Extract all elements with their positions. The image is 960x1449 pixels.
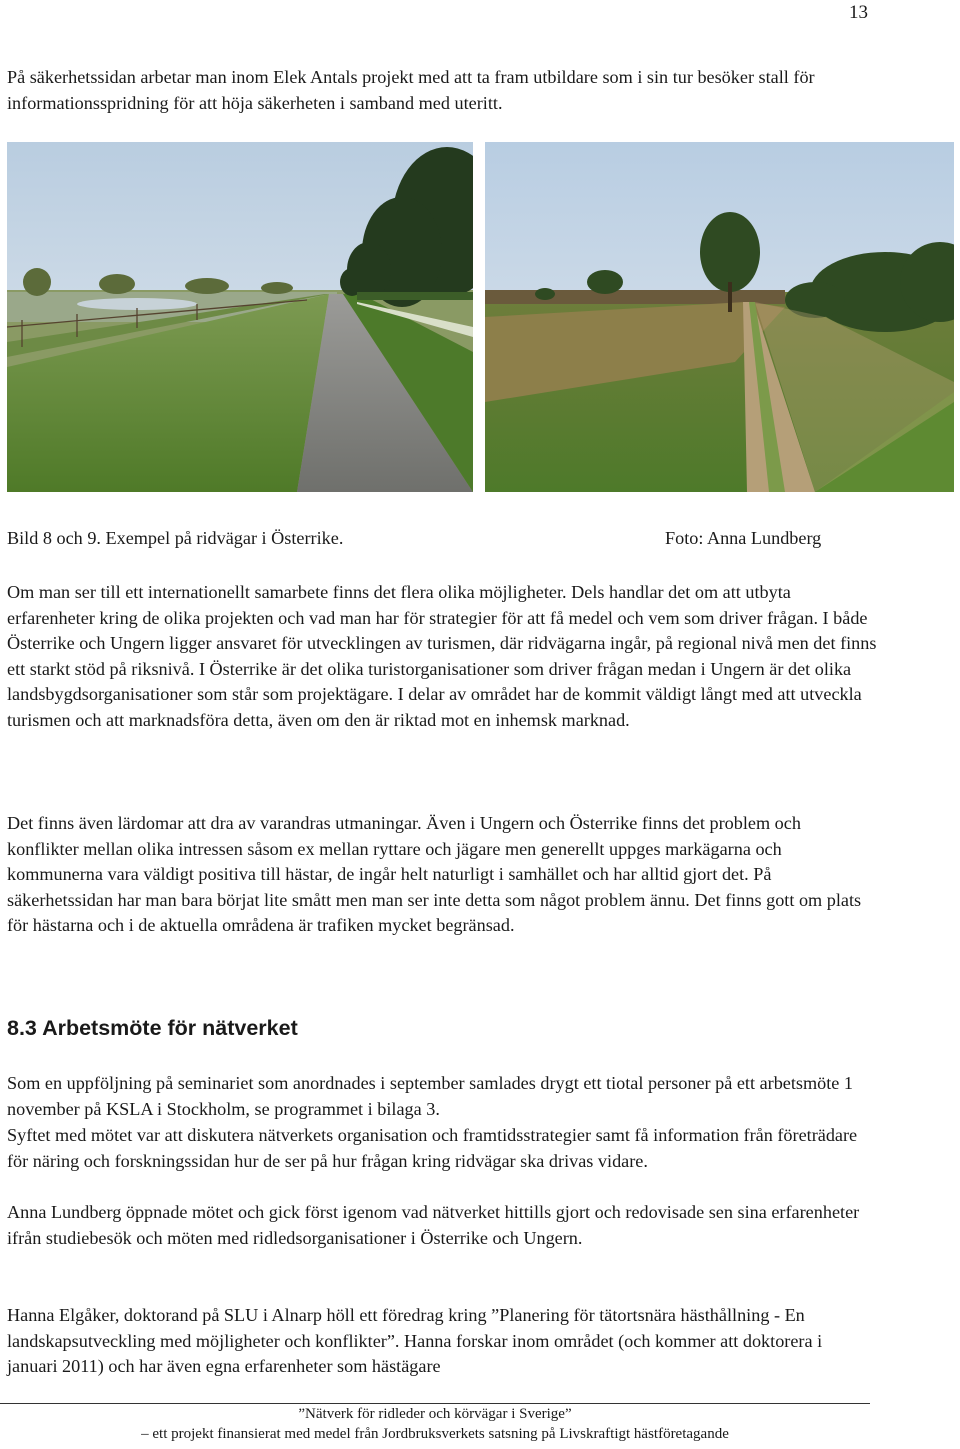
section-heading: 8.3 Arbetsmöte för nätverket xyxy=(7,1016,298,1040)
photo-dirt-riding-track xyxy=(485,142,954,492)
photo-caption: Bild 8 och 9. Exempel på ridvägar i Österrike. xyxy=(7,528,344,548)
body-paragraph: Det finns även lärdomar att dra av varandras utmaningar. Även i Ungern och Österrike finns det problem och konflikter mellan olika intressen såsom ex mellan ryttare och jägare men generellt uppges markägarna och kommunerna vara väldigt positiva till hästar, de ingår helt naturligt i samhället och har alltid gjort det. På säkerhetssidan har man bara börjat lite smått men man ser inte detta som något problem ännu. Det finns gott om plats för hästarna och i de aktuella områdena är trafiken mycket begränsad. xyxy=(7,813,862,936)
intro-paragraph: På säkerhetssidan arbetar man inom Elek Antals projekt med att ta fram utbildare som i sin tur besöker stall för informationsspridning för att höja säkerheten i samband med uteritt. xyxy=(7,67,815,113)
page-number: 13 xyxy=(849,2,868,23)
section-paragraph: Som en uppföljning på seminariet som anordnades i september samlades drygt ett tiotal personer på ett arbetsmöte 1 november på KSLA i Stockholm, se programmet i bilaga 3. xyxy=(7,1073,854,1119)
footer-funding-note: – ett projekt finansierat med medel från Jordbruksverkets satsning på Livskraftigt hästföretagande xyxy=(141,1426,729,1442)
section-paragraph: Hanna Elgåker, doktorand på SLU i Alnarp höll ett föredrag kring ”Planering för tätortsnära hästhållning - En landskapsutveckling med möjligheter och konflikter”. Hanna forskar inom området (och kommer att doktorera i januari 2011) och har även egna erfarenheter som hästägare xyxy=(7,1305,823,1377)
body-paragraph: Om man ser till ett internationellt samarbete finns det flera olika möjligheter. Dels handlar det om att utbyta erfarenheter kring de olika projekten och vad man har för strategier för att få medel och vem som driver frågan. I både Österrike och Ungern ligger ansvaret för utvecklingen av turismen, där ridvägarna ingår, på regional nivå men det finns ett starkt stöd på riksnivå. I Österrike är det olika turistorganisationer som driver frågan medan i Ungern är det olika landsbygdsorganisationer som står som projektägare. I delar av området har de kommit väldigt långt med att utveckla turismen och att marknadsföra detta, även om den är riktad mot en inhemsk marknad. xyxy=(7,582,877,730)
footer-rule xyxy=(0,1403,870,1404)
footer-project-name: ”Nätverk för ridleder och körvägar i Sverige” xyxy=(298,1406,572,1422)
section-paragraph: Anna Lundberg öppnade mötet och gick först igenom vad nätverket hittills gjort och redovisade sen sina erfarenheter ifrån studiebesök och möten med ridledsorganisationer i Österrike och Ungern. xyxy=(7,1202,860,1248)
photo-asphalt-riding-road xyxy=(7,142,473,492)
section-paragraph: Syftet med mötet var att diskutera nätverkets organisation och framtidsstrategier samt få information från företrädare för näring och forskningssidan hur de ser på hur frågan kring ridvägar ska drivas vidare. xyxy=(7,1125,858,1171)
photo-credit: Foto: Anna Lundberg xyxy=(665,528,822,548)
